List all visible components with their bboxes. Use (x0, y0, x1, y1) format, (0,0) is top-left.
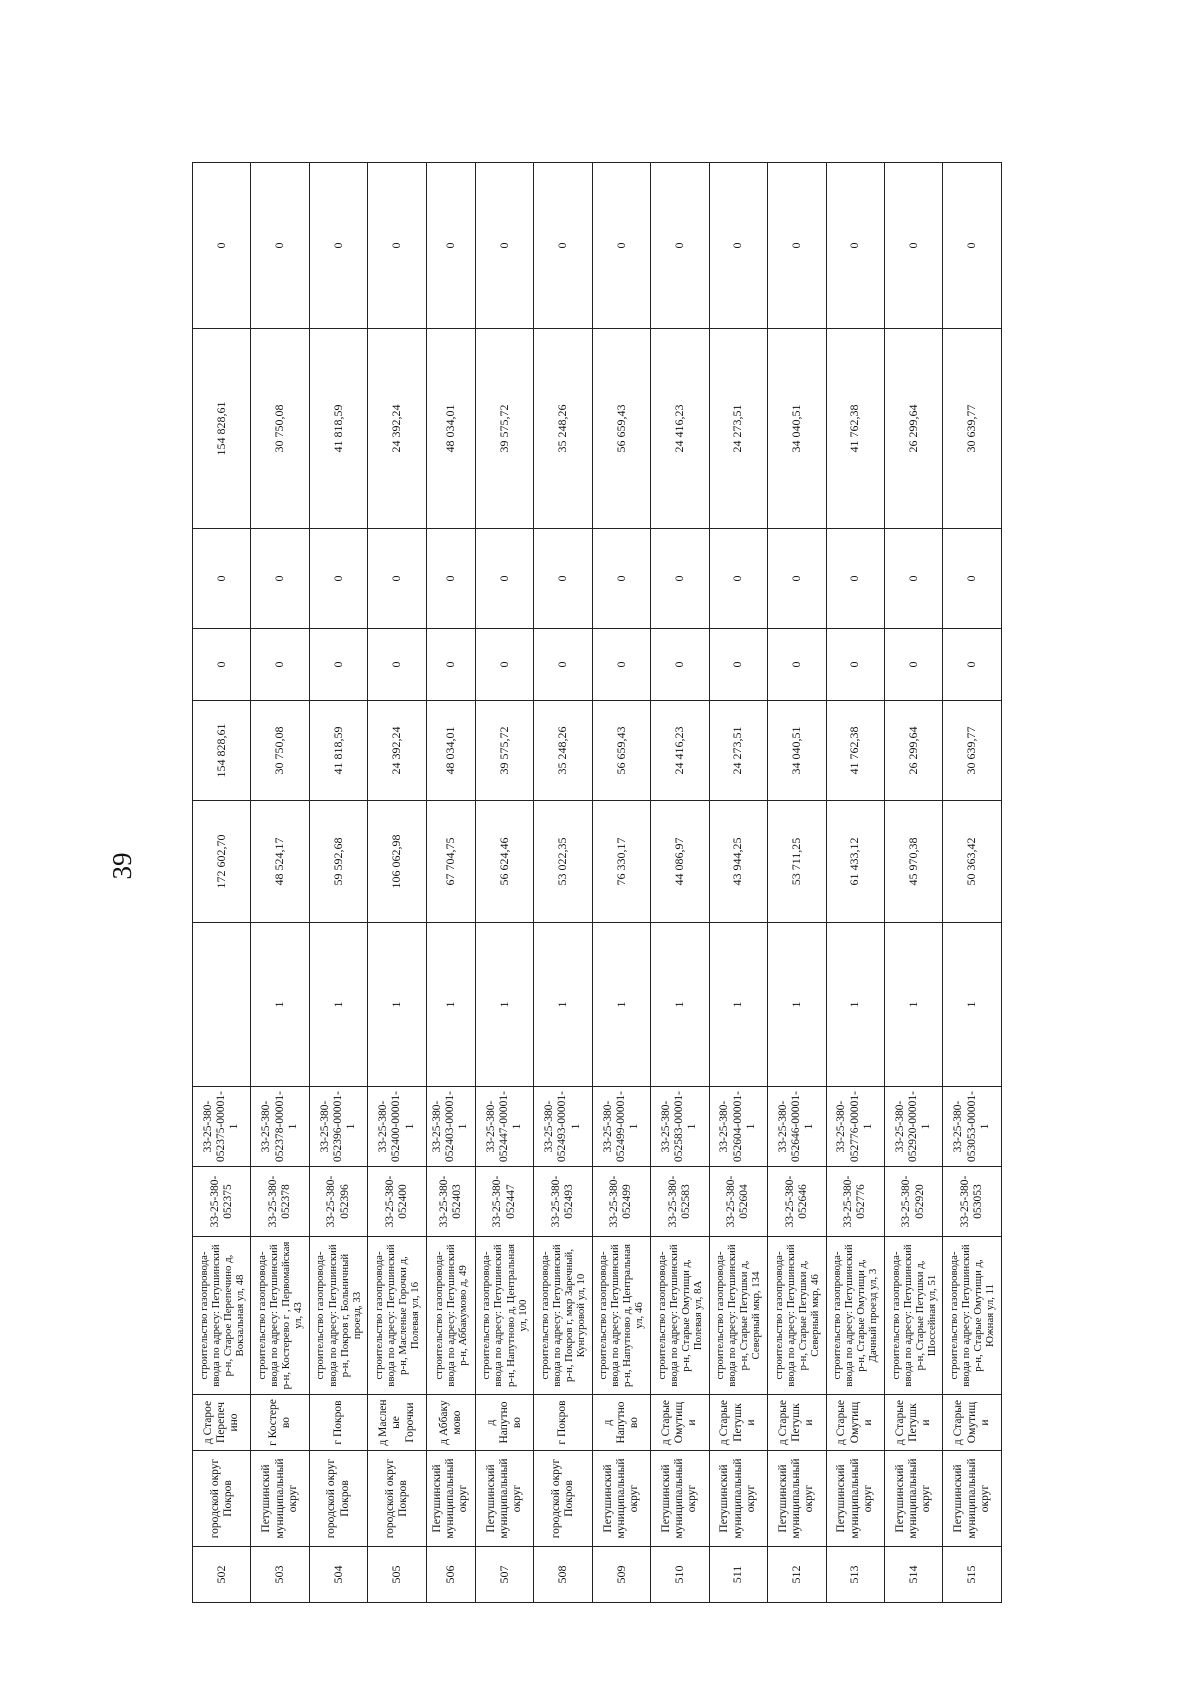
municipality-cell: городской округ Покров (193, 1451, 251, 1547)
value-1-cell: 0 (475, 629, 533, 701)
amount-2-cell: 24 392,24 (368, 701, 426, 801)
amount-1-cell: 45 970,38 (884, 801, 942, 923)
amount-1-cell: 48 524,17 (251, 801, 309, 923)
settlement-cell: д Старые Омутищ и (826, 1395, 884, 1451)
value-3-cell: 0 (251, 163, 309, 329)
amount-2-cell: 56 659,43 (592, 701, 650, 801)
municipality-cell: Петушинский муниципальный округ (251, 1451, 309, 1547)
object-description-cell: строительство газопровода-ввода по адресу: Петушинский р-н, Старые Петушки д, Северный мкр, 134 (709, 1237, 767, 1395)
amount-3-cell: 154 828,61 (193, 329, 251, 529)
value-3-cell: 0 (884, 163, 942, 329)
value-1-cell: 0 (309, 629, 367, 701)
row-number-cell: 511 (709, 1547, 767, 1603)
amount-2-cell: 41 762,38 (826, 701, 884, 801)
table-row (768, 163, 826, 1603)
amount-3-cell: 41 762,38 (826, 329, 884, 529)
value-2-cell: 0 (309, 529, 367, 629)
value-3-cell: 0 (309, 163, 367, 329)
value-2-cell: 0 (884, 529, 942, 629)
amount-2-cell: 39 575,72 (475, 701, 533, 801)
amount-1-cell: 106 062,98 (368, 801, 426, 923)
amount-1-cell: 67 704,75 (426, 801, 475, 923)
value-1-cell: 0 (768, 629, 826, 701)
table-row (534, 163, 592, 1603)
object-code-cell: 33-25-380-052447-00001-1 (475, 1087, 533, 1167)
value-2-cell: 0 (768, 529, 826, 629)
row-number-cell: 509 (592, 1547, 650, 1603)
value-1-cell: 0 (884, 629, 942, 701)
object-description-cell: строительство газопровода-ввода по адресу: Петушинский р-н, Старые Петушки д, Северный мкр, 46 (768, 1237, 826, 1395)
object-description-cell: строительство газопровода-ввода по адресу: Петушинский р-н, Старые Омутищи д, Дачный проезд ул, 3 (826, 1237, 884, 1395)
object-description-cell: строительство газопровода-ввода по адресу: Петушинский р-н, Старые Омутищи д, Полевая ул, 8А (651, 1237, 709, 1395)
value-2-cell: 0 (943, 529, 1002, 629)
municipality-cell: Петушинский муниципальный округ (768, 1451, 826, 1547)
table-body (193, 163, 1002, 1603)
object-code-cell: 33-25-380-052375-00001-1 (193, 1087, 251, 1167)
municipality-cell: Петушинский муниципальный округ (475, 1451, 533, 1547)
table-row (309, 163, 367, 1603)
value-1-cell: 0 (943, 629, 1002, 701)
value-2-cell: 0 (592, 529, 650, 629)
settlement-cell: д Напутно во (475, 1395, 533, 1451)
quantity-cell: 1 (475, 923, 533, 1087)
settlement-cell: д Аббаку мово (426, 1395, 475, 1451)
value-3-cell: 0 (592, 163, 650, 329)
row-number-cell: 507 (475, 1547, 533, 1603)
value-1-cell: 0 (251, 629, 309, 701)
object-description-cell: строительство газопровода-ввода по адресу: Петушинский р-н, Масленые Горочки д, Полевая ул, 16 (368, 1237, 426, 1395)
amount-3-cell: 39 575,72 (475, 329, 533, 529)
row-number-cell: 505 (368, 1547, 426, 1603)
amount-2-cell: 26 299,64 (884, 701, 942, 801)
amount-1-cell: 44 086,97 (651, 801, 709, 923)
amount-2-cell: 30 639,77 (943, 701, 1002, 801)
value-1-cell: 0 (592, 629, 650, 701)
row-number-cell: 503 (251, 1547, 309, 1603)
amount-1-cell: 76 330,17 (592, 801, 650, 923)
settlement-cell: д Напутно во (592, 1395, 650, 1451)
object-description-cell: строительство газопровода-ввода по адресу: Петушинский р-н, Старое Перепечино д, Вокзальная ул, 48 (193, 1237, 251, 1395)
municipality-cell: городской округ Покров (368, 1451, 426, 1547)
page-number: 39 (107, 852, 137, 880)
cadastral-quarter-cell: 33-25-380-052604 (709, 1167, 767, 1237)
cadastral-quarter-cell: 33-25-380-052400 (368, 1167, 426, 1237)
value-3-cell: 0 (426, 163, 475, 329)
municipality-cell: Петушинский муниципальный округ (426, 1451, 475, 1547)
object-code-cell: 33-25-380-052646-00001-1 (768, 1087, 826, 1167)
table-row (884, 163, 942, 1603)
settlement-cell: д Старые Омутищ и (943, 1395, 1002, 1451)
value-2-cell: 0 (475, 529, 533, 629)
table-row (426, 163, 475, 1603)
municipality-cell: Петушинский муниципальный округ (826, 1451, 884, 1547)
value-2-cell: 0 (426, 529, 475, 629)
value-1-cell: 0 (709, 629, 767, 701)
row-number-cell: 506 (426, 1547, 475, 1603)
amount-3-cell: 48 034,01 (426, 329, 475, 529)
value-3-cell: 0 (826, 163, 884, 329)
value-3-cell: 0 (943, 163, 1002, 329)
amount-3-cell: 24 273,51 (709, 329, 767, 529)
value-1-cell: 0 (826, 629, 884, 701)
value-1-cell: 0 (651, 629, 709, 701)
cadastral-quarter-cell: 33-25-380-052375 (193, 1167, 251, 1237)
municipality-cell: Петушинский муниципальный округ (592, 1451, 650, 1547)
object-description-cell: строительство газопровода-ввода по адресу: Петушинский р-н, Покров г, Больничный проезд, 33 (309, 1237, 367, 1395)
amount-2-cell: 24 416,23 (651, 701, 709, 801)
amount-2-cell: 34 040,51 (768, 701, 826, 801)
row-number-cell: 502 (193, 1547, 251, 1603)
municipality-cell: Петушинский муниципальный округ (884, 1451, 942, 1547)
quantity-cell: 1 (251, 923, 309, 1087)
municipality-cell: городской округ Покров (534, 1451, 592, 1547)
amount-3-cell: 35 248,26 (534, 329, 592, 529)
table-row (251, 163, 309, 1603)
quantity-cell: 1 (426, 923, 475, 1087)
settlement-cell: д Маслен ые Горочки (368, 1395, 426, 1451)
value-2-cell: 0 (826, 529, 884, 629)
amount-2-cell: 30 750,08 (251, 701, 309, 801)
amount-3-cell: 24 416,23 (651, 329, 709, 529)
row-number-cell: 510 (651, 1547, 709, 1603)
cadastral-quarter-cell: 33-25-380-052776 (826, 1167, 884, 1237)
value-3-cell: 0 (368, 163, 426, 329)
municipality-cell: городской округ Покров (309, 1451, 367, 1547)
table-row (475, 163, 533, 1603)
cadastral-quarter-cell: 33-25-380-052447 (475, 1167, 533, 1237)
object-description-cell: строительство газопровода-ввода по адресу: Петушинский р-н, Старые Омутищи д, Южная ул, 11 (943, 1237, 1002, 1395)
row-number-cell: 508 (534, 1547, 592, 1603)
municipality-cell: Петушинский муниципальный округ (709, 1451, 767, 1547)
value-2-cell: 0 (193, 529, 251, 629)
table-row (826, 163, 884, 1603)
table-row (943, 163, 1002, 1603)
settlement-cell: д Старые Петушк и (709, 1395, 767, 1451)
settlement-cell: г Покров (534, 1395, 592, 1451)
quantity-cell: 1 (651, 923, 709, 1087)
object-code-cell: 33-25-380-052493-00001-1 (534, 1087, 592, 1167)
object-code-cell: 33-25-380-052920-00001-1 (884, 1087, 942, 1167)
cadastral-quarter-cell: 33-25-380-052583 (651, 1167, 709, 1237)
amount-1-cell: 61 433,12 (826, 801, 884, 923)
amount-3-cell: 30 639,77 (943, 329, 1002, 529)
cadastral-quarter-cell: 33-25-380-052499 (592, 1167, 650, 1237)
table-row (651, 163, 709, 1603)
settlement-cell: д Старые Петушк и (884, 1395, 942, 1451)
value-3-cell: 0 (709, 163, 767, 329)
value-3-cell: 0 (193, 163, 251, 329)
row-number-cell: 512 (768, 1547, 826, 1603)
quantity-cell: 1 (768, 923, 826, 1087)
amount-3-cell: 34 040,51 (768, 329, 826, 529)
value-2-cell: 0 (534, 529, 592, 629)
cadastral-quarter-cell: 33-25-380-052920 (884, 1167, 942, 1237)
row-number-cell: 513 (826, 1547, 884, 1603)
table-row (592, 163, 650, 1603)
object-code-cell: 33-25-380-052400-00001-1 (368, 1087, 426, 1167)
object-description-cell: строительство газопровода-ввода по адресу: Петушинский р-н, Напутново д, Центральная ул, 46 (592, 1237, 650, 1395)
value-3-cell: 0 (651, 163, 709, 329)
registry-table (192, 162, 1002, 1603)
quantity-cell (193, 923, 251, 1087)
object-code-cell: 33-25-380-052583-00001-1 (651, 1087, 709, 1167)
row-number-cell: 514 (884, 1547, 942, 1603)
amount-3-cell: 56 659,43 (592, 329, 650, 529)
cadastral-quarter-cell: 33-25-380-052403 (426, 1167, 475, 1237)
object-code-cell: 33-25-380-052499-00001-1 (592, 1087, 650, 1167)
amount-3-cell: 41 818,59 (309, 329, 367, 529)
object-code-cell: 33-25-380-052396-00001-1 (309, 1087, 367, 1167)
value-1-cell: 0 (426, 629, 475, 701)
value-3-cell: 0 (475, 163, 533, 329)
object-code-cell: 33-25-380-053053-00001-1 (943, 1087, 1002, 1167)
value-1-cell: 0 (193, 629, 251, 701)
amount-1-cell: 172 602,70 (193, 801, 251, 923)
value-2-cell: 0 (251, 529, 309, 629)
object-description-cell: строительство газопровода-ввода по адресу: Петушинский р-н, Старые Петушки д, Шоссейная ул, 51 (884, 1237, 942, 1395)
object-description-cell: строительство газопровода-ввода по адресу: Петушинский р-н, Напутново д, Центральная ул, 100 (475, 1237, 533, 1395)
settlement-cell: г Костере во (251, 1395, 309, 1451)
municipality-cell: Петушинский муниципальный округ (651, 1451, 709, 1547)
quantity-cell: 1 (309, 923, 367, 1087)
value-2-cell: 0 (709, 529, 767, 629)
amount-1-cell: 50 363,42 (943, 801, 1002, 923)
quantity-cell: 1 (943, 923, 1002, 1087)
quantity-cell: 1 (884, 923, 942, 1087)
amount-3-cell: 24 392,24 (368, 329, 426, 529)
object-code-cell: 33-25-380-052776-00001-1 (826, 1087, 884, 1167)
cadastral-quarter-cell: 33-25-380-052493 (534, 1167, 592, 1237)
amount-2-cell: 35 248,26 (534, 701, 592, 801)
value-2-cell: 0 (651, 529, 709, 629)
value-2-cell: 0 (368, 529, 426, 629)
municipality-cell: Петушинский муниципальный округ (943, 1451, 1002, 1547)
object-description-cell: строительство газопровода-ввода по адресу: Петушинский р-н, Костерево г , Первомайская ул, 43 (251, 1237, 309, 1395)
quantity-cell: 1 (368, 923, 426, 1087)
settlement-cell: г Покров (309, 1395, 367, 1451)
amount-1-cell: 56 624,46 (475, 801, 533, 923)
amount-2-cell: 24 273,51 (709, 701, 767, 801)
value-1-cell: 0 (534, 629, 592, 701)
quantity-cell: 1 (826, 923, 884, 1087)
quantity-cell: 1 (592, 923, 650, 1087)
object-description-cell: строительство газопровода-ввода по адресу: Петушинский р-н, Покров г, мкр Заречный, Кунгуровой ул, 10 (534, 1237, 592, 1395)
object-code-cell: 33-25-380-052378-00001-1 (251, 1087, 309, 1167)
quantity-cell: 1 (534, 923, 592, 1087)
amount-2-cell: 48 034,01 (426, 701, 475, 801)
value-1-cell: 0 (368, 629, 426, 701)
value-3-cell: 0 (534, 163, 592, 329)
amount-2-cell: 154 828,61 (193, 701, 251, 801)
amount-3-cell: 30 750,08 (251, 329, 309, 529)
settlement-cell: д Старые Омутищ и (651, 1395, 709, 1451)
table-row (368, 163, 426, 1603)
cadastral-quarter-cell: 33-25-380-052646 (768, 1167, 826, 1237)
object-code-cell: 33-25-380-052604-00001-1 (709, 1087, 767, 1167)
row-number-cell: 515 (943, 1547, 1002, 1603)
amount-1-cell: 53 022,35 (534, 801, 592, 923)
cadastral-quarter-cell: 33-25-380-053053 (943, 1167, 1002, 1237)
cadastral-quarter-cell: 33-25-380-052378 (251, 1167, 309, 1237)
rotated-table-area (192, 163, 1002, 1603)
quantity-cell: 1 (709, 923, 767, 1087)
settlement-cell: д Старое Перепеч ино (193, 1395, 251, 1451)
table-row (709, 163, 767, 1603)
amount-1-cell: 43 944,25 (709, 801, 767, 923)
amount-2-cell: 41 818,59 (309, 701, 367, 801)
object-code-cell: 33-25-380-052403-00001-1 (426, 1087, 475, 1167)
table-row (193, 163, 251, 1603)
settlement-cell: д Старые Петушк и (768, 1395, 826, 1451)
object-description-cell: строительство газопровода-ввода по адресу: Петушинский р-н, Аббакумово д, 49 (426, 1237, 475, 1395)
amount-1-cell: 59 592,68 (309, 801, 367, 923)
amount-3-cell: 26 299,64 (884, 329, 942, 529)
cadastral-quarter-cell: 33-25-380-052396 (309, 1167, 367, 1237)
value-3-cell: 0 (768, 163, 826, 329)
amount-1-cell: 53 711,25 (768, 801, 826, 923)
row-number-cell: 504 (309, 1547, 367, 1603)
